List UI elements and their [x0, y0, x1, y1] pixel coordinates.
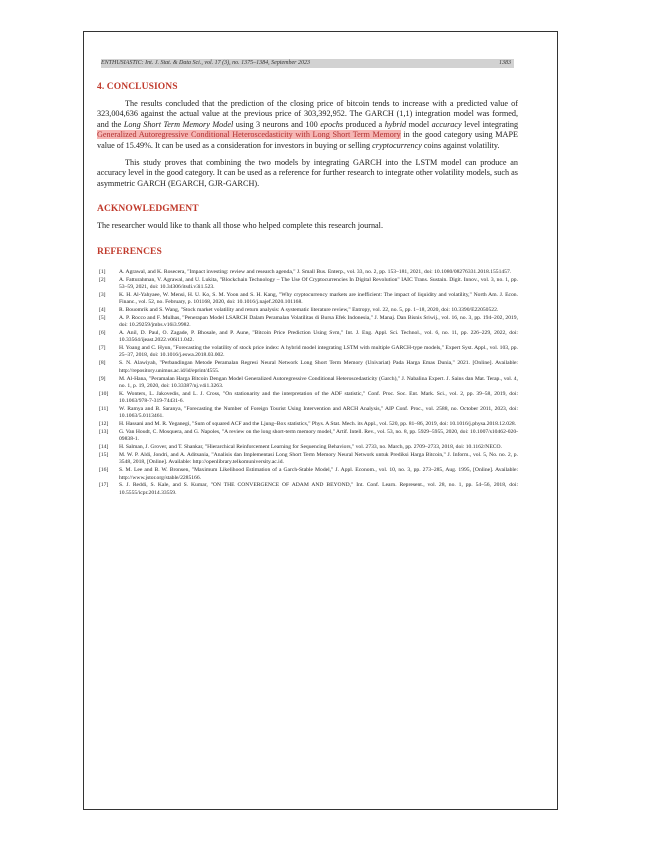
reference-text: H. Salman, J. Grover, and T. Shankar, "Hierarchical Reinforcement Learning for Sequencing Behaviors," vol. 2733, no. March, pp. 2709–2733, 2018, doi: 10.1162/NECO. — [119, 444, 502, 451]
reference-text: G. Van Houdt, C. Mosquera, and G. Napoles, "A review on the long short-term memory model," Artif. Intell. Rev., vol. 53, no. 8, pp. 5929–5955, 2020, doi: 10.1007/s10462-020-09838-1. — [119, 429, 518, 443]
reference-number: [2] — [99, 276, 106, 283]
reference-item — [97, 452, 518, 467]
conclusions-paragraph-2: This study proves that combining the two models by integrating GARCH into the LSTM model can produce an accuracy level in the good category. It can be used as a reference for further research to integrate other volatility models, such as asymmetric GARCH (EGARCH, GJR-GARCH). — [97, 158, 518, 188]
reference-item — [97, 307, 518, 314]
reference-number: [1] — [99, 268, 106, 275]
reference-text: K. H. Al-Yahyaee, W. Mensi, H. U. Ko, S. M. Yoon and S. H. Kang, "Why cryptocurrency markets are inefficient: The impact of liquidity and volatility," North Am. J. Econ. Financ., vol. 52, no. February, p. 101168, 2020, doi: 10.1016/j.najef.2020.101168. — [119, 291, 518, 306]
reference-number: [10] — [99, 390, 109, 397]
reference-item — [97, 269, 518, 276]
reference-item — [97, 345, 518, 360]
reference-number: [15] — [99, 452, 109, 459]
reference-text: M. Al-Hana, "Peramalan Harga Bitcoin Dengan Model Generalized Autoregressive Conditional Heteroscedasticity (Garch)," J. Nabalina Expert. J. Sains dan Mat. Terap., vol. 4, no. 1, p. 19, 2020, doi: 10.33387/nj.v4i1.3263. — [119, 375, 518, 389]
header-page-number: 1383 — [499, 60, 511, 66]
reference-text: A. Anil, D. Paul, O. Zagade, P. Bhosale, and P. Aune, "Bitcoin Price Prediction Using Svm," Int. J. Eng. Appl. Sci. Technol., vol. 6, no. 11, pp. 226–229, 2022, doi: 10.33564/ijeast.2022.v06i11.042. — [119, 330, 518, 344]
reference-text: K. Wonters, L. Jakovedis, and L. J. Cross, "On stationarity and the interpretation of the ADF statistic," Conf. Proc. Soc. Ent. Mark. Sci., vol. 2, pp. 39–58, 2019, doi: 10.1063/978-7-319-74431-6. — [119, 390, 518, 405]
reference-text: S. M. Lee and B. W. Bronsen, "Maximum Likelihood Estimation of a Garch-Stable Model," J. Appl. Econom., vol. 10, no. 3, pp. 273–285, Aug. 1995, [Online]. Available: http://www.jstor.org/stable/2285166. — [119, 467, 518, 481]
reference-text: A. P. Rocco and F. Mulhas, "Penerapan Model LSARCH Dalam Peramalan Volatilitas di Bursa Efek Indonesia," J. Manaj. Dan Bisnis Sriwij., vol. 16, no. 3, pp. 194–202, 2019, doi: 10.29259/jmbs.v16i3.9982. — [119, 314, 518, 329]
reference-number: [12] — [99, 421, 109, 428]
reference-number: [9] — [99, 375, 106, 382]
reference-text: H. Hassani and M. R. Yeganegi, "Sum of squared ACF and the Ljung–Box statistics," Phys. A Stat. Mech. its Appl., vol. 520, pp. 81–86, 2019, doi: 10.1016/j.physa.2018.12.028. — [119, 421, 517, 428]
reference-item — [97, 277, 518, 292]
reference-number: [11] — [99, 405, 109, 412]
reference-list — [97, 269, 518, 497]
references-heading: REFERENCES — [97, 246, 162, 257]
reference-number: [4] — [99, 306, 106, 313]
reference-number: [8] — [99, 360, 106, 367]
reference-number: [7] — [99, 345, 106, 352]
running-header — [101, 59, 514, 68]
reference-number: [16] — [99, 467, 109, 474]
reference-text: A. Agrawal, and K. Rosecera, "Impact investing: review and research agenda," J. Small Bus. Enterp., vol. 33, no. 2, pp. 153–181, 2021, doi: 10.1080/08276331.2018.1551457. — [119, 268, 512, 275]
reference-text: W. Ramya and B. Saranya, "Forecasting the Number of Foreign Tourist Using Intervention and ARCH Analysis," AIP Conf. Proc., vol. 2588, no. October 2011, 2023, doi: 10.1063/5.0113461. — [119, 405, 518, 420]
paper-body — [97, 82, 518, 498]
reference-text: R. Bouomrik and S. Wang, "Stock market volatility and return analysis: A systematic literature review," Entropy, vol. 22, no. 5, pp. 1–18, 2020, doi: 10.3390/E22050522. — [119, 306, 499, 313]
conclusions-paragraph-1: The results concluded that the prediction of the closing price of bitcoin tends to increase with a predicted value of 323,004,636 against the actual value at the previous price of 303,392,952. The GARCH (1,1) integration model was formed, and the Long Short Term Memory Model using 3 neurons and 100 epochs produced a hybrid model accuracy level integrating Generalized Autoregressive Conditional Heteroscedasticity with Long Short Term Memory in the good category using MAPE value of 15.49%. It can be used as a consideration for investors in buying or selling cryptocurrency coins against volatility. — [97, 99, 519, 150]
reference-text: S. N. Alawiyah, "Perbandingan Metode Peramalan Regresi Neural Network Long Short Term Memory (Univariat) Pada Harga Emas Dunia," 2021. [Online]. Available: http://repository.unimus.ac.id/id/eprint/4555. — [119, 360, 518, 374]
header-journal: ENTHUSIASTIC: Int. J. Stat. & Data Sci., vol. 17 (3), no. 1375–1384, September 2023 — [101, 60, 310, 66]
reference-number: [17] — [99, 482, 109, 489]
reference-item — [97, 376, 518, 391]
reference-text: A. Fatturahman, V. Agrawal, and U. Lukita, "Blockchain Technology – The Use Of Cryptocurrencies In Digital Revolution" IAIC Trans. Sustain. Digit. Innov., vol. 3, no. 1, pp. 53–59, 2021, doi: 10.34306/itsdi.v3i1.523. — [119, 276, 518, 290]
reference-item — [97, 315, 518, 330]
reference-number: [13] — [99, 429, 109, 436]
reference-number: [14] — [99, 444, 109, 451]
reference-item — [97, 391, 518, 406]
reference-number: [3] — [99, 291, 106, 298]
reference-item — [97, 330, 518, 345]
acknowledgment-text: The researcher would like to thank all those who helped complete this research journal. — [97, 221, 384, 231]
reference-number: [6] — [99, 330, 106, 336]
reference-item — [97, 360, 518, 375]
highlighted-text: Generalized Autoregressive Conditional Heteroscedasticity with Long Short Term Memory — [97, 130, 401, 140]
reference-item — [97, 444, 518, 451]
reference-item — [97, 421, 518, 428]
reference-number: [5] — [99, 314, 106, 321]
acknowledgment-heading: ACKNOWLEDGMENT — [97, 204, 199, 215]
reference-item — [97, 292, 518, 307]
reference-text: S. J. Reddi, S. Kale, and S. Kumar, "ON THE CONVERGENCE OF ADAM AND BEYOND," Int. Conf. Learn. Represent., vol. 28, no. 1, pp. 54–56, 2018, doi: 10.5555/icpr.2014.33559. — [119, 482, 518, 496]
reference-item — [97, 467, 518, 482]
conclusions-heading: 4. CONCLUSIONS — [97, 82, 178, 92]
reference-item — [97, 429, 518, 444]
reference-item — [97, 482, 518, 497]
reference-text: M. W. P. Aldi, Jondri, and A. Aditsania, "Analisis dan Implementasi Long Short Term Memory Neural Network untuk Prediksi Harga Bitcoin," J. Inform., vol. 5, No. no. 2, p. 3548, 2018, [Online]. Available: http://openlibrary.telkomuniversity.ac.id. — [119, 452, 518, 466]
reference-item — [97, 406, 518, 421]
reference-text: H. Yoang and C. Hyun, "Forecasting the volatility of stock price index: A hybrid model integrating LSTM with multiple GARCH-type models," Expert Syst. Appl., vol. 103, pp. 25–37, 2018, doi: 10.1016/j.eswa.2018.03.002. — [119, 345, 518, 359]
